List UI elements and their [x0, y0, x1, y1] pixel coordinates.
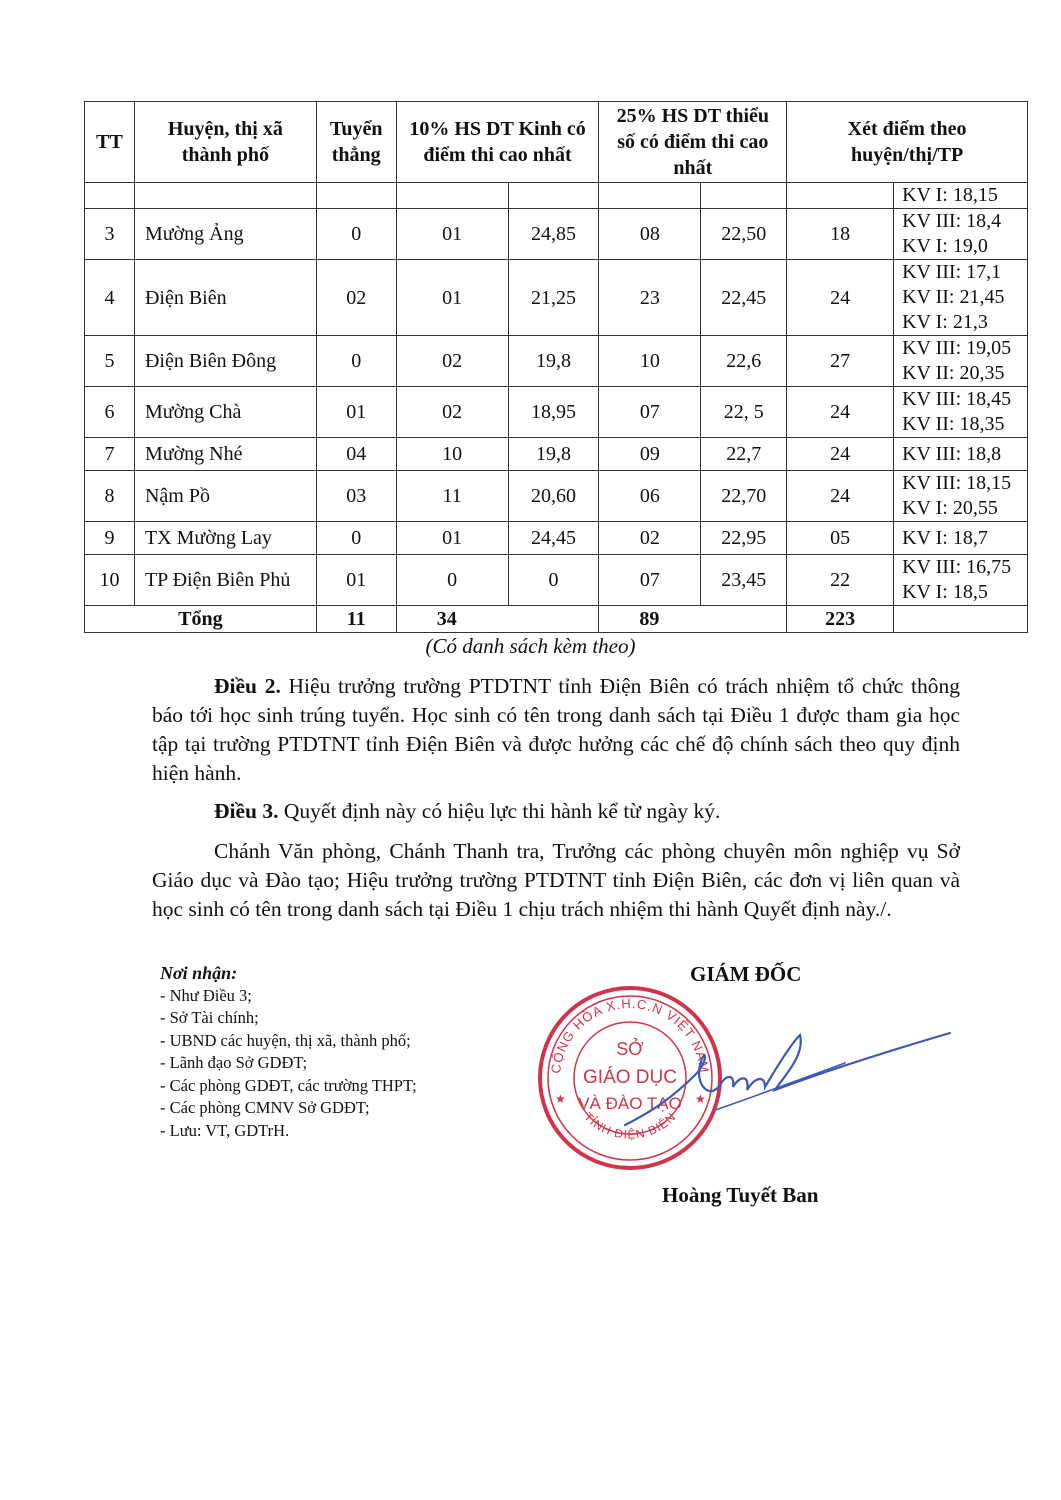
- kv-score: KV I: 19,0: [902, 235, 988, 257]
- table-row: [85, 438, 1028, 471]
- attachment-note: (Có danh sách kèm theo): [425, 634, 636, 658]
- cell-direct: 04: [316, 438, 396, 471]
- article-2-label: Điều 2.: [214, 674, 281, 698]
- cell-district-count: 24: [787, 438, 894, 471]
- cell-kinh-count: 01: [396, 522, 508, 555]
- kv-score: KV II: 18,35: [902, 413, 1005, 435]
- table-row: [85, 260, 1028, 336]
- article-3-label: Điều 3.: [214, 799, 279, 823]
- closing-text: Chánh Văn phòng, Chánh Thanh tra, Trưởng các phòng chuyên môn nghiệp vụ Sở Giáo dục và Đào tạo; Hiệu trưởng trường PTDTNT tỉnh Điện Biên, các đơn vị liên quan và học sinh có tên trong danh sách tại Điều 1 chịu trách nhiệm thi hành Quyết định này./.: [152, 839, 960, 921]
- cell-kinh-score: 24,45: [508, 522, 599, 555]
- cell-direct: 02: [316, 260, 396, 336]
- cell-minority-score: 23,45: [701, 555, 787, 606]
- kv-score: KV III: 18,8: [902, 442, 1002, 465]
- svg-text:TỈNH ĐIỆN BIÊN: TỈNH ĐIỆN BIÊN: [581, 1109, 679, 1142]
- cell-kinh-score: 18,95: [508, 387, 599, 438]
- table-header-row: [85, 102, 1028, 183]
- total-empty: [894, 606, 1028, 633]
- header-district: Huyện, thị xã thành phố: [134, 102, 316, 183]
- cell-tt: 6: [85, 387, 135, 438]
- total-kinh: 34: [396, 606, 599, 633]
- cell-district-count: 05: [787, 522, 894, 555]
- header-by-district: Xét điểm theo huyện/thị/TP: [787, 102, 1028, 183]
- cell-kv-scores: [894, 336, 1028, 387]
- cell-district-count: 18: [787, 209, 894, 260]
- recipients-title: Nơi nhận:: [160, 963, 238, 983]
- cell-kinh-score: 19,8: [508, 336, 599, 387]
- cell-district-name: Điện Biên: [134, 260, 316, 336]
- signer-title: GIÁM ĐỐC: [690, 962, 802, 986]
- cell-minority-count: 08: [599, 209, 701, 260]
- total-minority: 89: [599, 606, 787, 633]
- cell-tt: 7: [85, 438, 135, 471]
- cell-tt: 10: [85, 555, 135, 606]
- closing-paragraph: [152, 837, 960, 924]
- cell-kv-scores: [894, 471, 1028, 522]
- continuation-row: [85, 183, 1028, 209]
- svg-text:SỞ: SỞ: [616, 1039, 644, 1059]
- cell-district-name: Mường Nhé: [134, 438, 316, 471]
- cell-district-name: TP Điện Biên Phủ: [134, 555, 316, 606]
- kv-score: KV III: 18,45: [902, 388, 1012, 410]
- cell-tt: 4: [85, 260, 135, 336]
- cell-kinh-score: 24,85: [508, 209, 599, 260]
- total-district: 223: [787, 606, 894, 633]
- cell-direct: 0: [316, 522, 396, 555]
- cell-kinh-count: 02: [396, 336, 508, 387]
- kv-score: KV III: 17,1: [902, 261, 1002, 283]
- svg-text:★: ★: [555, 1092, 566, 1106]
- cell-district-name: Mường Ảng: [134, 209, 316, 260]
- cell-kinh-count: 02: [396, 387, 508, 438]
- cell-direct: 0: [316, 336, 396, 387]
- cell-district-count: 24: [787, 387, 894, 438]
- cell-minority-count: 07: [599, 387, 701, 438]
- cell-minority-score: 22,95: [701, 522, 787, 555]
- recipient-item: - Như Điều 3;: [160, 985, 252, 1005]
- cell-kinh-score: 21,25: [508, 260, 599, 336]
- recipient-item: - Các phòng CMNV Sở GDĐT;: [160, 1098, 370, 1117]
- cell-kinh-count: 01: [396, 260, 508, 336]
- svg-text:CỘNG HÒA X.H.C.N VIỆT NAM: CỘNG HÒA X.H.C.N VIỆT NAM: [548, 995, 713, 1075]
- recipient-item: - Các phòng GDĐT, các trường THPT;: [160, 1075, 417, 1095]
- total-label: Tổng: [85, 606, 317, 633]
- cell-district-name: TX Mường Lay: [134, 522, 316, 555]
- kv-score: KV II: 21,45: [902, 286, 1005, 308]
- admission-table: [84, 101, 1028, 633]
- header-tt: TT: [85, 102, 135, 183]
- cell-minority-count: 07: [599, 555, 701, 606]
- cell-tt: 3: [85, 209, 135, 260]
- kv-score: KV I: 18,7: [902, 526, 988, 549]
- cell-kinh-count: 01: [396, 209, 508, 260]
- table-row: [85, 336, 1028, 387]
- svg-text:VÀ ĐÀO TẠO: VÀ ĐÀO TẠO: [578, 1094, 682, 1113]
- total-row: [85, 606, 1028, 633]
- kv-score: KV II: 20,35: [902, 362, 1005, 384]
- cell-direct: 03: [316, 471, 396, 522]
- cell-kinh-count: 10: [396, 438, 508, 471]
- article-2: [152, 672, 960, 788]
- recipient-item: - Lãnh đạo Sở GDĐT;: [160, 1053, 308, 1072]
- kv-score: KV III: 18,15: [902, 472, 1012, 494]
- cell-district-count: 24: [787, 471, 894, 522]
- cell-kinh-count: 11: [396, 471, 508, 522]
- header-kinh: 10% HS DT Kinh có điểm thi cao nhất: [396, 102, 599, 183]
- svg-text:★: ★: [695, 1092, 706, 1106]
- svg-text:GIÁO DỤC: GIÁO DỤC: [583, 1067, 677, 1088]
- continuation-kv: KV I: 18,15: [894, 183, 1028, 209]
- article-3: [152, 797, 960, 826]
- kv-score: KV III: 16,75: [902, 556, 1012, 578]
- cell-minority-score: 22,7: [701, 438, 787, 471]
- cell-kinh-count: 0: [396, 555, 508, 606]
- handwritten-signature: [615, 1015, 955, 1135]
- cell-kv-scores: [894, 260, 1028, 336]
- cell-minority-count: 02: [599, 522, 701, 555]
- signer-name: Hoàng Tuyết Ban: [662, 1183, 819, 1207]
- table-row: [85, 471, 1028, 522]
- recipient-item: - Lưu: VT, GDTrH.: [160, 1120, 290, 1140]
- cell-tt: 9: [85, 522, 135, 555]
- table-row: [85, 522, 1028, 555]
- kv-score: KV I: 20,55: [902, 497, 998, 519]
- table-row: [85, 387, 1028, 438]
- cell-kinh-score: 0: [508, 555, 599, 606]
- cell-kv-scores: [894, 387, 1028, 438]
- cell-minority-count: 10: [599, 336, 701, 387]
- cell-kinh-score: 20,60: [508, 471, 599, 522]
- header-direct: Tuyển thẳng: [316, 102, 396, 183]
- cell-district-name: Mường Chà: [134, 387, 316, 438]
- cell-minority-count: 09: [599, 438, 701, 471]
- table-body: [85, 183, 1028, 633]
- cell-district-name: Điện Biên Đông: [134, 336, 316, 387]
- cell-kv-scores: [894, 555, 1028, 606]
- cell-tt: 8: [85, 471, 135, 522]
- cell-district-count: 27: [787, 336, 894, 387]
- article-2-text: Hiệu trưởng trường PTDTNT tỉnh Điện Biên có trách nhiệm tổ chức thông báo tới học sinh trúng tuyển. Học sinh có tên trong danh sách tại Điều 1 được tham gia học tập tại trường PTDTNT tỉnh Điện Biên và được hưởng các chế độ chính sách theo quy định hiện hành.: [152, 674, 961, 785]
- total-direct: 11: [316, 606, 396, 633]
- table-row: [85, 209, 1028, 260]
- cell-minority-score: 22,6: [701, 336, 787, 387]
- recipients-block: [160, 962, 417, 1142]
- cell-minority-score: 22,45: [701, 260, 787, 336]
- cell-minority-score: 22, 5: [701, 387, 787, 438]
- kv-score: KV III: 18,4: [902, 210, 1002, 232]
- cell-district-count: 22: [787, 555, 894, 606]
- cell-kv-scores: [894, 522, 1028, 555]
- cell-minority-count: 23: [599, 260, 701, 336]
- cell-direct: 01: [316, 555, 396, 606]
- recipient-item: - Sở Tài chính;: [160, 1008, 259, 1027]
- kv-score: KV I: 21,3: [902, 311, 988, 333]
- article-3-text: Quyết định này có hiệu lực thi hành kể từ ngày ký.: [278, 799, 721, 823]
- cell-direct: 01: [316, 387, 396, 438]
- kv-score: KV I: 18,5: [902, 581, 988, 603]
- cell-kv-scores: [894, 438, 1028, 471]
- header-minority: 25% HS DT thiểu số có điểm thi cao nhất: [599, 102, 787, 183]
- cell-district-count: 24: [787, 260, 894, 336]
- cell-minority-count: 06: [599, 471, 701, 522]
- table-row: [85, 555, 1028, 606]
- cell-direct: 0: [316, 209, 396, 260]
- cell-district-name: Nậm Pồ: [134, 471, 316, 522]
- recipient-item: - UBND các huyện, thị xã, thành phố;: [160, 1030, 411, 1050]
- cell-kinh-score: 19,8: [508, 438, 599, 471]
- cell-minority-score: 22,50: [701, 209, 787, 260]
- kv-score: KV III: 19,05: [902, 337, 1012, 359]
- cell-minority-score: 22,70: [701, 471, 787, 522]
- cell-tt: 5: [85, 336, 135, 387]
- cell-kv-scores: [894, 209, 1028, 260]
